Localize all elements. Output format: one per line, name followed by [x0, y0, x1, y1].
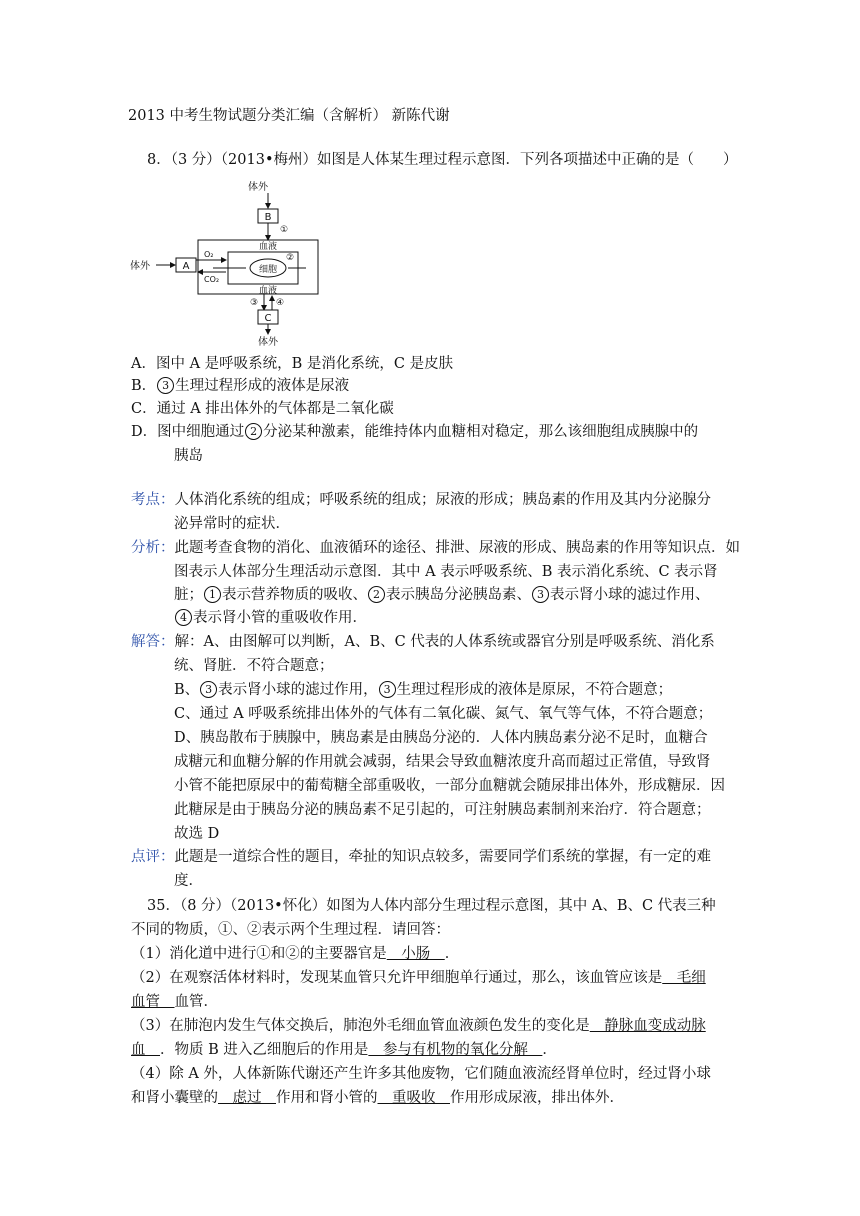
jieda-line1 — [131, 632, 715, 652]
jieda-line3 — [174, 680, 672, 700]
fenxi-line4 — [174, 608, 367, 628]
circled-number: 3 — [157, 377, 174, 394]
kaodian-tag: 考点： — [131, 492, 175, 508]
circled-number: 4 — [175, 609, 192, 626]
jieda-text: 表示肾小球的滤过作用， — [218, 682, 378, 698]
dianping-text: 此题是一道综合性的题目，牵扯的知识点较多，需要同学们系统的掌握，有一定的难 — [174, 849, 711, 865]
option-d-prefix: D．图中细胞通过 — [131, 424, 245, 440]
fenxi-text: 脏； — [174, 587, 203, 603]
process-4-label: ④ — [276, 298, 285, 308]
jieda-line4: C、通过 A 呼吸系统排出体外的气体有二氧化碳、氮气、氧气等气体，不符合题意； — [174, 706, 713, 722]
blood-bottom-label: 血液 — [258, 286, 278, 296]
dianping-line1 — [131, 847, 711, 867]
answer-blank: 虑过 — [218, 1090, 276, 1106]
option-d — [131, 422, 698, 442]
answer-blank: 参与有机物的氧化分解 — [368, 1042, 543, 1058]
blood-top-label: 血液 — [258, 242, 278, 252]
q8-stem: 8．（3 分）（2013•梅州）如图是人体某生理过程示意图．下列各项描述中正确的是（ ） — [147, 152, 738, 168]
q35-text: 作用和肾小管的 — [276, 1090, 378, 1106]
answer-blank: 毛细 — [662, 970, 706, 986]
jieda-line5: D、胰岛散布于胰腺中，胰岛素是由胰岛分泌的．人体内胰岛素分泌不足时，血糖合 — [174, 730, 708, 746]
fenxi-line3 — [174, 585, 710, 605]
jieda-text: 解：A、由图解可以判断，A、B、C 代表的人体系统或器官分别是呼吸系统、消化系 — [174, 634, 715, 650]
fenxi-text: 表示肾小球的滤过作用、 — [550, 587, 710, 603]
circled-number: 2 — [245, 423, 262, 440]
q35-part3 — [131, 1016, 706, 1036]
physiology-diagram — [128, 178, 328, 348]
option-b-prefix: B． — [131, 378, 157, 394]
q35-text: （1）消化道中进行①和②的主要器官是 — [131, 946, 387, 962]
q35-text: ．物质 B 进入乙细胞后的作用是 — [160, 1042, 369, 1058]
circled-number: 1 — [204, 586, 221, 603]
circled-number: 2 — [368, 586, 385, 603]
q35-text: （2）在观察活体材料时，发现某血管只允许甲细胞单行通过，那么，该血管应该是 — [131, 970, 663, 986]
fenxi-text: 表示胰岛分泌胰岛素、 — [386, 587, 531, 603]
option-d-line2: 胰岛 — [174, 448, 203, 464]
jieda-line7: 小管不能把原尿中的葡萄糖全部重吸收，一部分血糖就会随尿排出体外，形成糖尿．因 — [174, 778, 725, 794]
process-3-label: ③ — [250, 298, 259, 308]
jieda-line8: 此糖尿是由于胰岛分泌的胰岛素不足引起的，可注射胰岛素制剂来治疗．符合题意； — [174, 802, 711, 818]
fenxi-line1 — [131, 538, 740, 558]
q35-part1 — [131, 944, 459, 964]
jieda-line6: 成糖元和血糖分解的作用就会减弱，结果会导致血糖浓度升高而超过正常值，导致肾 — [174, 754, 711, 770]
jieda-tag: 解答： — [131, 634, 175, 650]
q35-text: 和肾小囊壁的 — [131, 1090, 218, 1106]
fenxi-line2: 图表示人体部分生理活动示意图．其中 A 表示呼吸系统、B 表示消化系统、C 表示肾 — [174, 564, 718, 580]
q35-stem-line1: 35．（8 分）（2013•怀化）如图为人体内部分生理过程示意图，其中 A、B、C 代表三种 — [147, 898, 716, 914]
q35-text: （3）在肺泡内发生气体交换后，肺泡外毛细血管血液颜色发生的变化是 — [131, 1018, 590, 1034]
q35-part4-line2 — [131, 1088, 624, 1108]
option-d-text: 分泌某种激素，能维持体内血糖相对稳定，那么该细胞组成胰腺中的 — [263, 424, 699, 440]
option-c: C．通过 A 排出体外的气体都是二氧化碳 — [131, 401, 394, 417]
fenxi-text: 表示营养物质的吸收、 — [222, 587, 367, 603]
answer-blank: 小肠 — [386, 946, 445, 962]
kaodian-line1 — [131, 490, 711, 510]
q35-text: ． — [542, 1042, 557, 1058]
answer-blank: 静脉血变成动脉 — [589, 1018, 706, 1034]
q35-part4: （4）除 A 外，人体新陈代谢还产生许多其他废物，它们随血液流经肾单位时，经过肾小球 — [131, 1066, 711, 1082]
circled-number: 3 — [532, 586, 549, 603]
option-b — [131, 376, 349, 396]
fenxi-text: 此题考查食物的消化、血液循环的途径、排泄、尿液的形成、胰岛素的作用等知识点．如 — [174, 540, 740, 556]
q35-part2-line2 — [131, 992, 218, 1012]
co2-label: CO₂ — [204, 275, 220, 284]
box-b-label: B — [264, 212, 272, 223]
option-a: A．图中 A 是呼吸系统，B 是消化系统，C 是皮肤 — [131, 356, 454, 372]
bottom-outside-label: 体外 — [258, 337, 278, 348]
q35-stem-line2: 不同的物质，①、②表示两个生理过程．请回答： — [131, 922, 450, 938]
q35-text: 作用形成尿液，排出体外． — [450, 1090, 624, 1106]
dianping-tag: 点评： — [131, 849, 175, 865]
q35-text: ． — [444, 946, 460, 962]
jieda-text: 生理过程形成的液体是原尿，不符合题意； — [396, 682, 673, 698]
fenxi-text: 表示肾小管的重吸收作用． — [193, 610, 367, 626]
kaodian-line2: 泌异常时的症状． — [174, 516, 290, 532]
answer-blank: 重吸收 — [377, 1090, 450, 1106]
o2-label: O₂ — [204, 250, 214, 259]
top-outside-label: 体外 — [248, 182, 268, 193]
kaodian-text: 人体消化系统的组成；呼吸系统的组成；尿液的形成；胰岛素的作用及其内分泌腺分 — [174, 492, 711, 508]
box-a-label: A — [182, 261, 190, 272]
jieda-text: B、 — [174, 682, 200, 698]
process-2-label: ② — [286, 253, 295, 263]
q35-text: 血管． — [174, 994, 218, 1010]
document-title: 2013 中考生物试题分类汇编（含解析） 新陈代谢 — [128, 108, 450, 124]
jieda-line9: 故选 D — [174, 826, 220, 842]
circled-number: 3 — [200, 681, 217, 698]
option-b-text: 生理过程形成的液体是尿液 — [175, 378, 350, 394]
q35-part2 — [131, 968, 706, 988]
box-c-label: C — [264, 313, 272, 324]
left-outside-label: 体外 — [130, 261, 150, 272]
jieda-line2: 统、肾脏．不符合题意； — [174, 658, 334, 674]
process-1-label: ① — [280, 225, 289, 235]
dianping-line2: 度． — [174, 873, 203, 889]
fenxi-tag: 分析： — [131, 540, 175, 556]
q35-part3-line2 — [131, 1040, 557, 1060]
circled-number: 3 — [379, 681, 396, 698]
cell-label: 细胞 — [258, 265, 278, 275]
answer-blank: 血管 — [131, 994, 175, 1010]
answer-blank: 血 — [131, 1042, 160, 1058]
